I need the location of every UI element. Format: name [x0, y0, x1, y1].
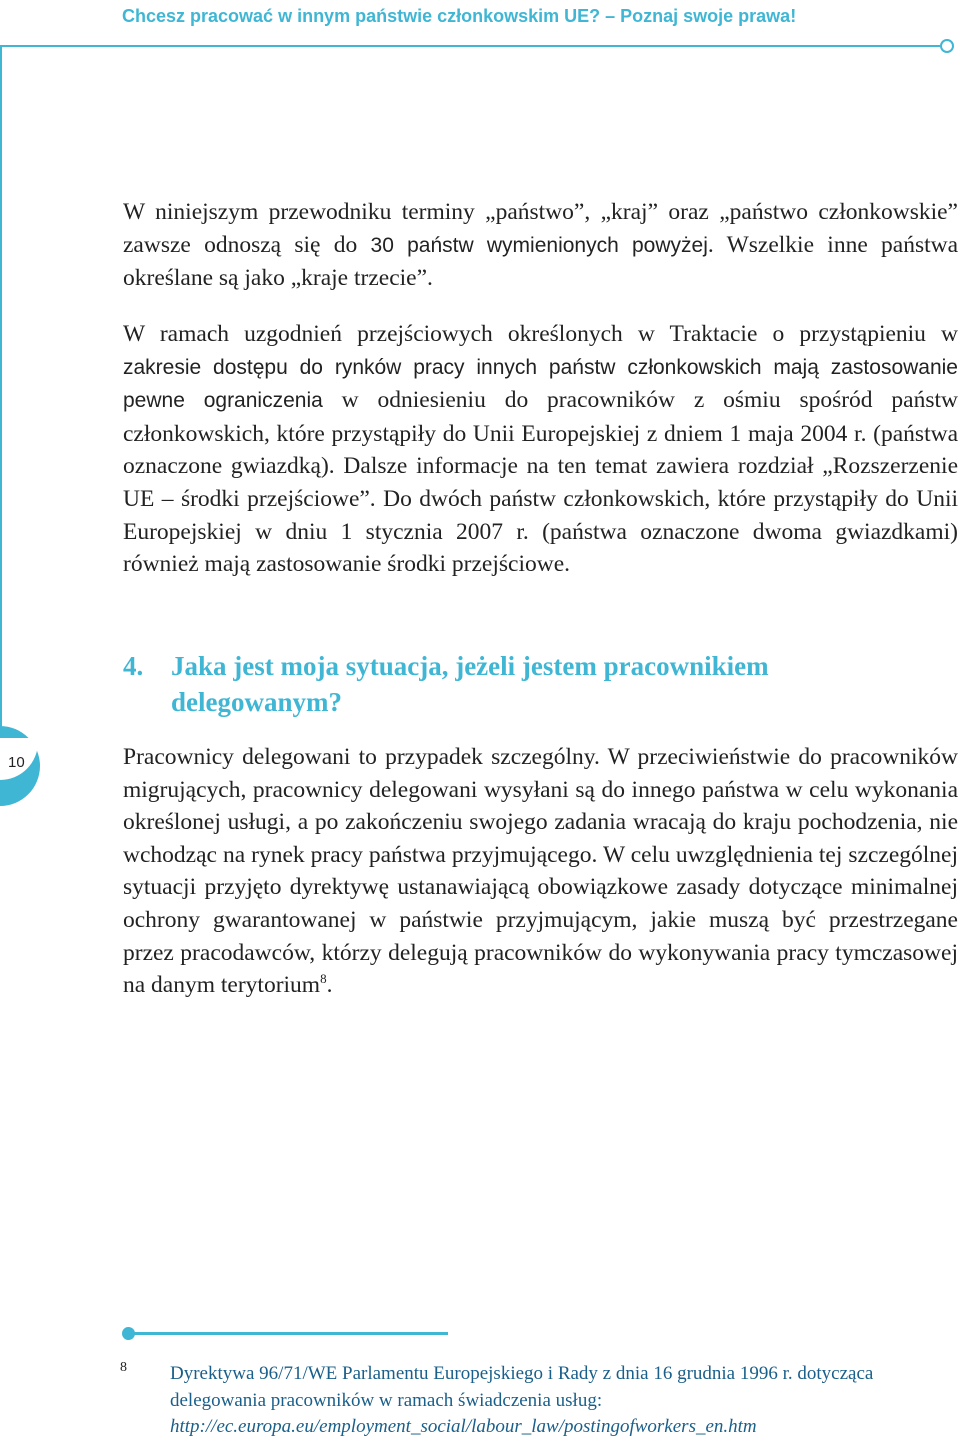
- posted-workers-paragraph: [123, 741, 958, 1002]
- page-header-title: Chcesz pracować w innym państwie członkowskim UE? – Poznaj swoje prawa!: [122, 6, 797, 26]
- header-ring-ornament: [940, 39, 954, 53]
- transition-emphasis: zakresie dostępu do rynków pracy innych państw członkowskich mają zastosowanie pewne ograniczenia: [123, 355, 958, 413]
- side-rule: [0, 45, 2, 805]
- footnote-mark: 8: [120, 1360, 127, 1375]
- intro-text-a: W niniejszym przewodniku terminy „państwo”, „kraj” oraz „państwo członkowskie” zawsze odnoszą się do: [123, 199, 958, 258]
- intro-paragraph: [123, 196, 958, 295]
- intro-emphasis: 30 państw wymienionych powyżej: [370, 233, 708, 257]
- header-rule: [0, 45, 940, 47]
- page-number: 10: [8, 754, 25, 771]
- intro-text-b: . Wszelkie inne państwa określane są jako „kraje trzecie”.: [123, 231, 959, 292]
- section-heading: [123, 648, 958, 720]
- footnote-link[interactable]: http://ec.europa.eu/employment_social/labour_law/postingofworkers_en.htm: [170, 1416, 757, 1437]
- transition-text-b: w odniesieniu do pracowników z ośmiu spośród państw członkowskich, które przystąpiły do Unii Europejskiej z dniem 1 maja 2004 r. (państwa oznaczone gwiazdką). Dalsze informacje na ten temat zawiera rozdział „Rozszerzenie UE – środki przejściowe”. Do dwóch państw członkowskich, które przystąpiły do Unii Europejskiej w dniu 1 stycznia 2007 r. (państwa oznaczone dwoma gwiazdkami) również mają zastosowanie środki przejściowe.: [123, 387, 958, 578]
- section-number: 4.: [123, 651, 144, 681]
- posted-workers-text: Pracownicy delegowani to przypadek szczególny. W przeciwieństwie do pracowników migrujących, pracownicy delegowani wysyłani są do innego państwa w celu wykonania określonej usługi, a po zakończeniu swojego zadania wracają do kraju pochodzenia, nie wchodząc na rynek pracy państwa przyjmującego. W celu uwzględnienia tej szczególnej sytuacji przyjęto dyrektywę ustanawiającą obowiązkowe zasady dotyczące minimalnej ochrony gwarantowanej w państwie przyjmującym, jakie muszą być przestrzegane przez pracodawców, którzy delegują pracowników do wykonywania pracy tymczasowej na danym terytorium: [123, 744, 958, 999]
- section-title: Jaka jest moja sytuacja, jeżeli jestem pracownikiem delegowanym?: [171, 651, 769, 717]
- footnote-dot-ornament: [122, 1327, 135, 1340]
- transition-paragraph: [123, 318, 958, 581]
- posted-workers-end: .: [326, 972, 333, 999]
- footnote-reference[interactable]: 8: [320, 971, 327, 987]
- transition-text-a: W ramach uzgodnień przejściowych określonych w Traktacie o przystąpieniu w: [123, 321, 958, 347]
- footnote-text: Dyrektywa 96/71/WE Parlamentu Europejskiego i Rady z dnia 16 grudnia 1996 r. dotycząca delegowania pracowników w ramach świadczenia usług:: [170, 1363, 874, 1411]
- footnote-rule: [128, 1332, 448, 1335]
